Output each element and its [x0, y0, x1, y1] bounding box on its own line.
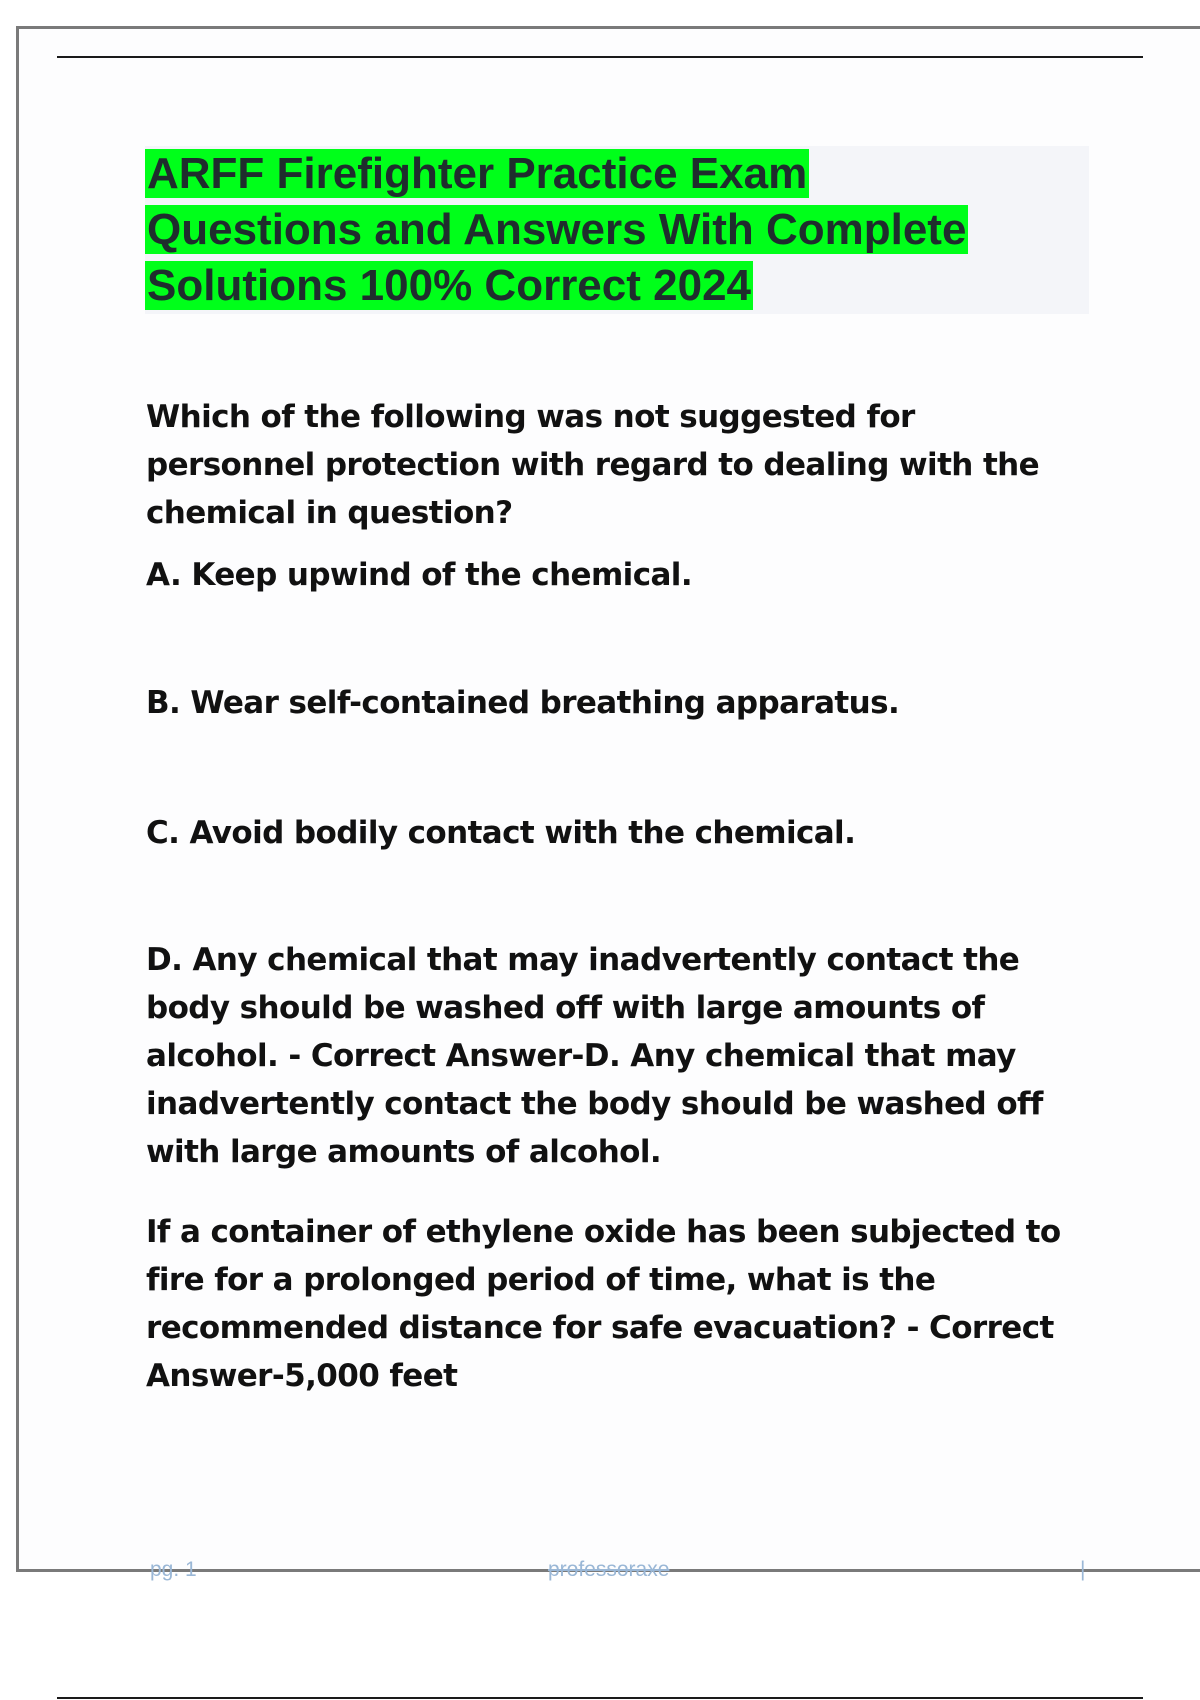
title-line-2: Questions and Answers With Complete [147, 205, 967, 254]
question-2-paragraph: If a container of ethylene oxide has been subjected to fire for a prolonged period of time, what is the recommended distance for safe evacuation? - Correct Answer-5,000 feet [146, 1214, 1061, 1394]
document-title [145, 146, 1089, 314]
option-d-text: D. Any chemical that may inadvertently contact the body should be washed off with large amounts of alcohol. - Correct Answer-D. Any chemical that may inadvertently contact the body should be washed off with large amounts of alcohol. [146, 942, 1043, 1170]
option-c-text: C. Avoid bodily contact with the chemical. [146, 815, 856, 851]
footer-right-mark: | [1080, 1558, 1086, 1581]
question-2-text [146, 1208, 1086, 1400]
title-line-1: ARFF Firefighter Practice Exam [147, 149, 808, 198]
bottom-divider [57, 1697, 1143, 1699]
question-1-text [146, 393, 1086, 537]
footer-page-number: pg. 1 [150, 1558, 197, 1581]
option-a-text: A. Keep upwind of the chemical. [146, 557, 692, 593]
top-divider [57, 56, 1143, 58]
option-b-text: B. Wear self-contained breathing apparatus. [146, 685, 900, 721]
question-1-option-d [146, 936, 1086, 1176]
question-1-option-c [146, 809, 1086, 857]
title-block [145, 146, 1089, 314]
question-1-paragraph: Which of the following was not suggested for personnel protection with regard to dealing with the chemical in question? [146, 399, 1040, 531]
question-1-option-a [146, 551, 1086, 599]
title-line-3: Solutions 100% Correct 2024 [147, 261, 752, 310]
footer-watermark-text: professoraxe [548, 1558, 670, 1581]
question-1-option-b [146, 679, 1086, 727]
